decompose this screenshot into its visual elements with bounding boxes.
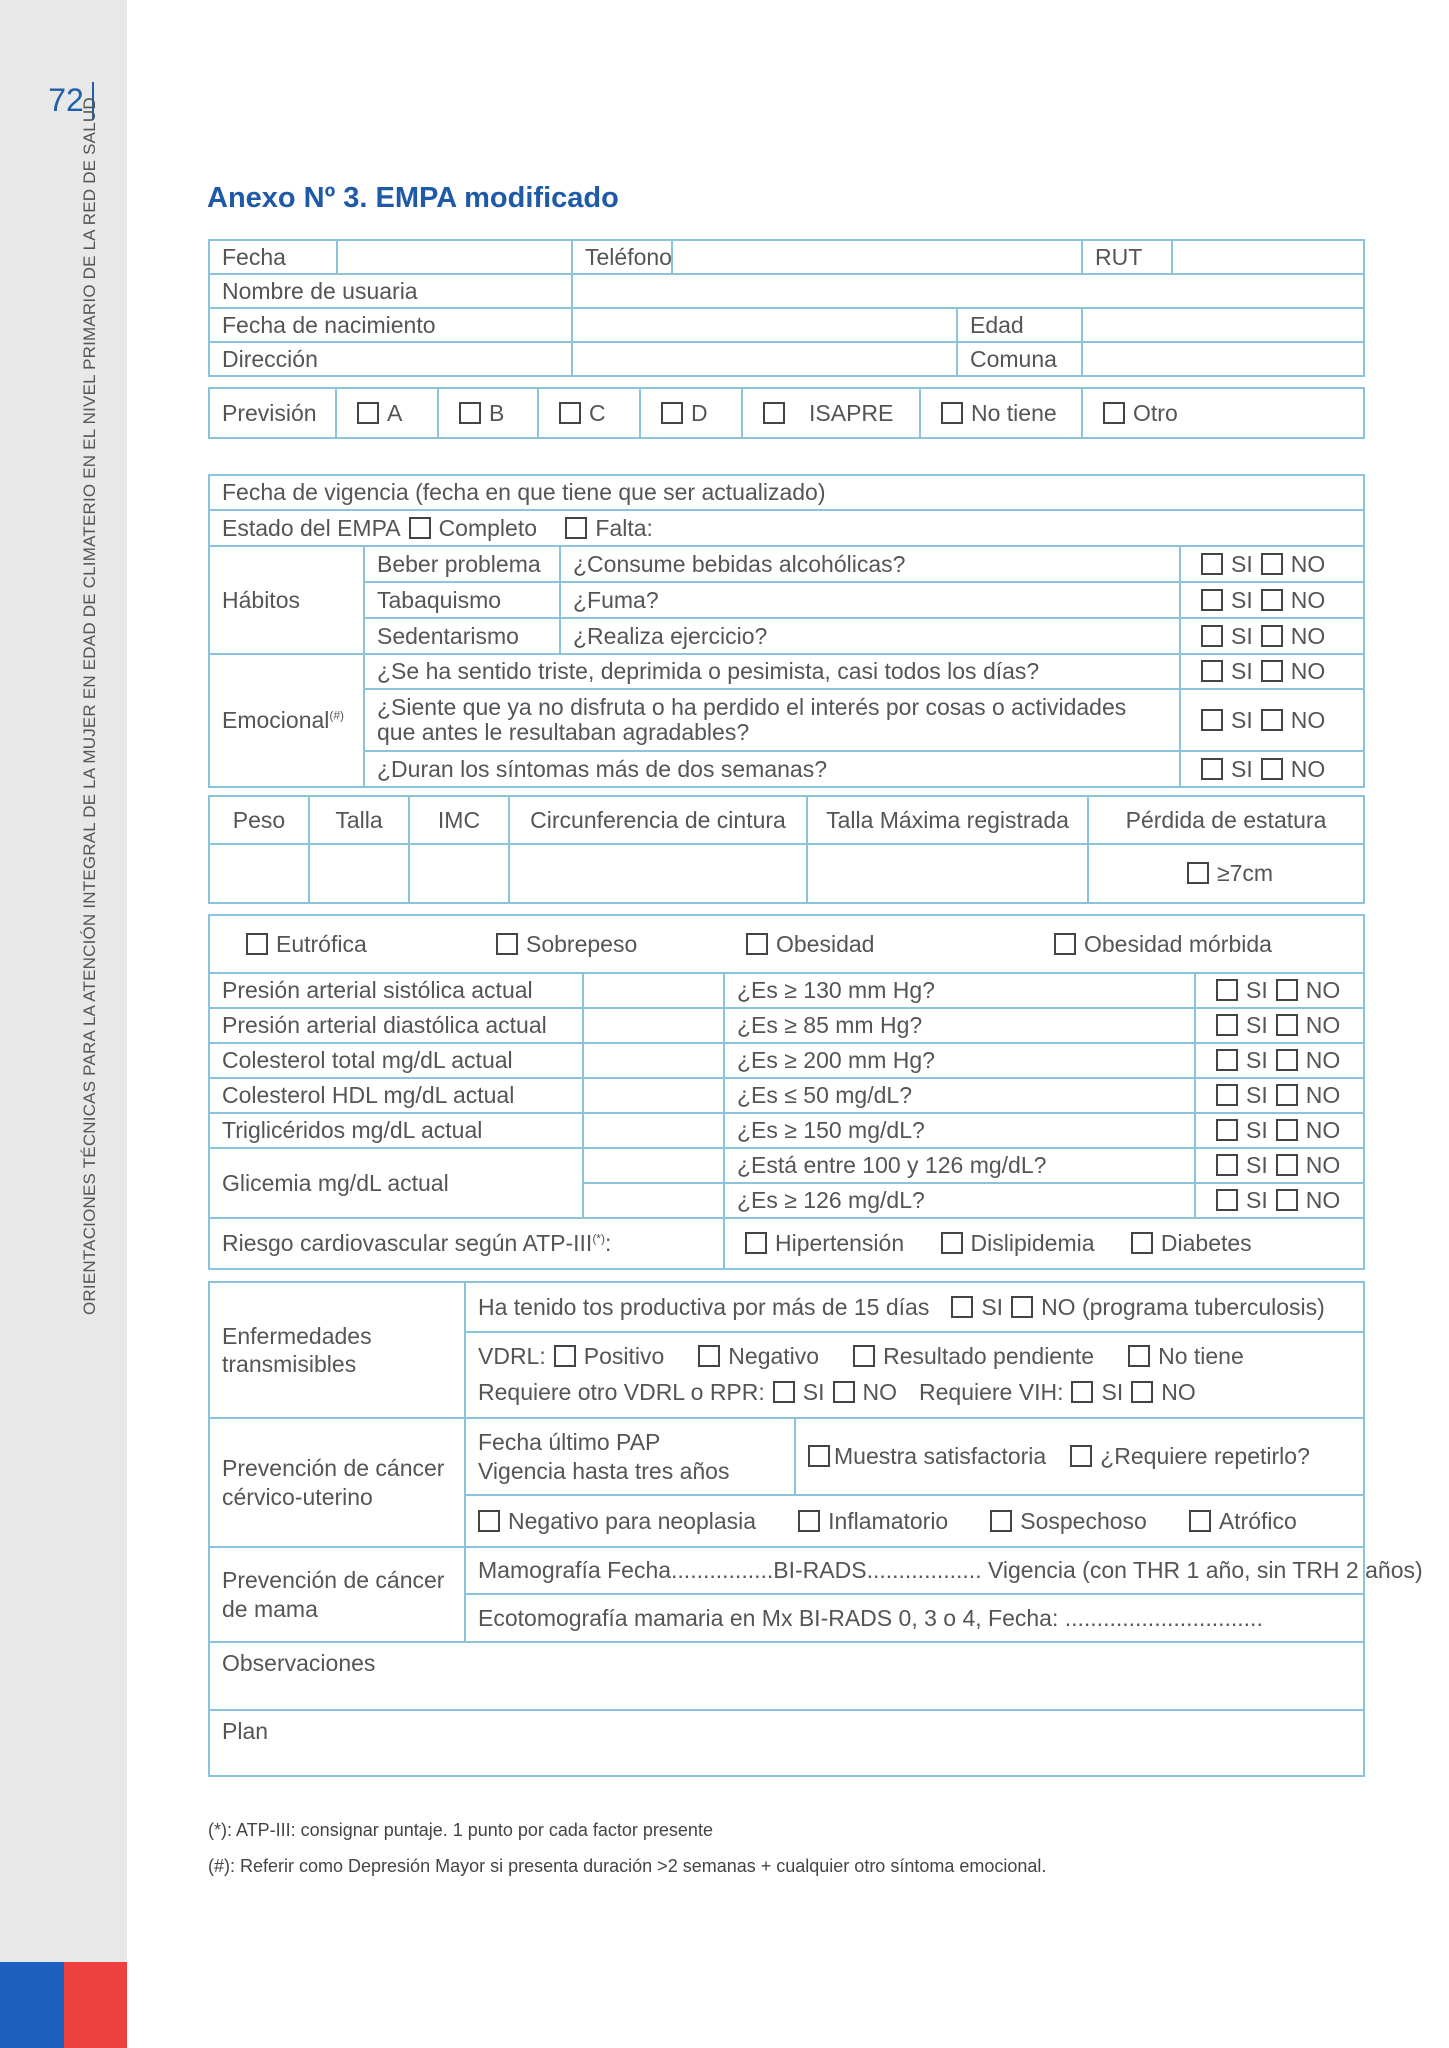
cardio-label: Colesterol total mg/dL actual: [209, 1043, 583, 1078]
si-no-choice[interactable]: SI NO: [1180, 654, 1364, 690]
habito-item: Sedentarismo: [364, 618, 560, 654]
glicemia-value[interactable]: [583, 1148, 724, 1183]
header-talla: Talla: [309, 796, 409, 844]
telefono-field[interactable]: [672, 240, 1082, 274]
habito-item: Tabaquismo: [364, 582, 560, 618]
habits-emotional-table: [208, 474, 1365, 788]
glicemia-value[interactable]: [583, 1183, 724, 1218]
si-no-choice[interactable]: SI NO: [1180, 751, 1364, 787]
plan-field[interactable]: Plan: [209, 1710, 1364, 1776]
personal-data-table: [208, 239, 1365, 377]
checkbox[interactable]: [941, 402, 963, 424]
estado-row: Estado del EMPA Completo Falta:: [209, 510, 1364, 546]
checkbox[interactable]: [459, 402, 481, 424]
prevision-option-a[interactable]: A: [336, 388, 438, 438]
checkbox-sobrepeso[interactable]: [496, 933, 518, 955]
cintura-field[interactable]: [509, 844, 807, 903]
comuna-field[interactable]: [1082, 342, 1364, 376]
glicemia-question: ¿Es ≥ 126 mg/dL?: [724, 1183, 1195, 1218]
observaciones-field[interactable]: Observaciones: [209, 1642, 1364, 1710]
checkbox-obesidad-morbida[interactable]: [1054, 933, 1076, 955]
measurements-table: [208, 795, 1365, 904]
flag-red-block: [64, 1962, 127, 2048]
si-no-choice[interactable]: SI NO: [1195, 1043, 1364, 1078]
emocional-question: ¿Siente que ya no disfruta o ha perdido el interés por cosas o actividades que antes le resultaban agradables?: [364, 689, 1180, 751]
ecotomografia-row[interactable]: Ecotomografía mamaria en Mx BI-RADS 0, 3 o 4, Fecha: ...............................: [465, 1594, 1364, 1642]
si-no-choice[interactable]: SI NO: [1180, 546, 1364, 582]
riesgo-label: Riesgo cardiovascular según ATP-III(*):: [209, 1218, 724, 1269]
emocional-question: ¿Duran los síntomas más de dos semanas?: [364, 751, 1180, 787]
checkbox-completo[interactable]: [409, 517, 431, 539]
cardio-label: Presión arterial sistólica actual: [209, 973, 583, 1008]
pap-results: Negativo para neoplasia Inflamatorio Sospechoso Atrófico: [465, 1495, 1364, 1547]
si-no-choice[interactable]: SI NO: [1195, 1113, 1364, 1148]
si-no-choice[interactable]: SI NO: [1180, 689, 1364, 751]
rut-field[interactable]: [1172, 240, 1364, 274]
habito-item: Beber problema: [364, 546, 560, 582]
footnote-atp: (*): ATP-III: consignar puntaje. 1 punto por cada factor presente: [208, 1820, 713, 1840]
checkbox-obesidad[interactable]: [746, 933, 768, 955]
nutritional-status-row: Eutrófica Sobrepeso Obesidad Obesidad mórbida: [209, 915, 1364, 973]
prevision-label: Previsión: [209, 388, 336, 438]
cardio-question: ¿Es ≥ 130 mm Hg?: [724, 973, 1195, 1008]
edad-label: Edad: [957, 308, 1082, 342]
habito-question: ¿Realiza ejercicio?: [560, 618, 1180, 654]
prevision-option-d[interactable]: D: [640, 388, 742, 438]
vigencia-label: Fecha de vigencia (fecha en que tiene que ser actualizado): [209, 475, 1364, 510]
checkbox-hipertension[interactable]: [745, 1232, 767, 1254]
header-talla-maxima: Talla Máxima registrada: [807, 796, 1088, 844]
page-number: 72: [44, 82, 94, 119]
checkbox-dislipidemia[interactable]: [941, 1232, 963, 1254]
si-no-choice[interactable]: SI NO: [1195, 1183, 1364, 1218]
mama-label: Prevención de cáncer de mama: [209, 1547, 465, 1642]
emocional-label: Emocional(#): [209, 654, 364, 787]
cardio-value[interactable]: [583, 1008, 724, 1043]
cervico-label: Prevención de cáncer cérvico-uterino: [209, 1418, 465, 1547]
prevision-table: [208, 387, 1365, 439]
direccion-field[interactable]: [572, 342, 957, 376]
prevision-option-no-tiene[interactable]: No tiene: [920, 388, 1082, 438]
habito-question: ¿Fuma?: [560, 582, 1180, 618]
checkbox[interactable]: [357, 402, 379, 424]
glicemia-label: Glicemia mg/dL actual: [209, 1148, 583, 1218]
direccion-label: Dirección: [209, 342, 572, 376]
prevision-option-isapre[interactable]: ISAPRE: [742, 388, 920, 438]
cardio-value[interactable]: [583, 973, 724, 1008]
checkbox-falta[interactable]: [565, 517, 587, 539]
header-imc: IMC: [409, 796, 509, 844]
mamografia-row[interactable]: Mamografía Fecha................BI-RADS.................. Vigencia (con THR 1 año, sin TRH 2 años): [465, 1547, 1364, 1594]
si-no-choice[interactable]: SI NO: [1180, 618, 1364, 654]
checkbox[interactable]: [1103, 402, 1125, 424]
nacimiento-label: Fecha de nacimiento: [209, 308, 572, 342]
cardio-value[interactable]: [583, 1078, 724, 1113]
si-no-choice[interactable]: SI NO: [1195, 973, 1364, 1008]
cardio-question: ¿Es ≥ 150 mg/dL?: [724, 1113, 1195, 1148]
cardio-value[interactable]: [583, 1043, 724, 1078]
header-perdida-estatura: Pérdida de estatura: [1088, 796, 1364, 844]
checkbox[interactable]: [661, 402, 683, 424]
cardio-table: [208, 914, 1365, 1270]
vdrl-row: VDRL: Positivo Negativo Resultado pendiente No tiene Requiere otro VDRL o RPR: SI NO Requiere VIH: SI NO: [465, 1332, 1364, 1418]
prevision-option-c[interactable]: C: [538, 388, 640, 438]
cardio-question: ¿Es ≤ 50 mg/dL?: [724, 1078, 1195, 1113]
nacimiento-field[interactable]: [572, 308, 957, 342]
checkbox-eutrofica[interactable]: [246, 933, 268, 955]
sidebar: [0, 0, 127, 2048]
checkbox-diabetes[interactable]: [1131, 1232, 1153, 1254]
cardio-question: ¿Es ≥ 85 mm Hg?: [724, 1008, 1195, 1043]
nombre-field[interactable]: [572, 274, 1364, 308]
si-no-choice[interactable]: SI NO: [1195, 1148, 1364, 1183]
tos-row: Ha tenido tos productiva por más de 15 días SI NO (programa tuberculosis): [465, 1282, 1364, 1332]
si-no-choice[interactable]: SI NO: [1180, 582, 1364, 618]
nombre-label: Nombre de usuaria: [209, 274, 572, 308]
checkbox[interactable]: [763, 402, 785, 424]
estatura-option[interactable]: ≥7cm: [1088, 844, 1364, 903]
comuna-label: Comuna: [957, 342, 1082, 376]
si-no-choice[interactable]: SI NO: [1195, 1008, 1364, 1043]
habitos-label: Hábitos: [209, 546, 364, 654]
glicemia-question: ¿Está entre 100 y 126 mg/dL?: [724, 1148, 1195, 1183]
screening-table: [208, 1281, 1423, 1777]
riesgo-options: Hipertensión Dislipidemia Diabetes: [724, 1218, 1364, 1269]
talla-field[interactable]: [309, 844, 409, 903]
fecha-label: Fecha: [209, 240, 337, 274]
edad-field[interactable]: [1082, 308, 1364, 342]
cardio-label: Presión arterial diastólica actual: [209, 1008, 583, 1043]
prevision-option-otro[interactable]: Otro: [1082, 388, 1364, 438]
checkbox[interactable]: [559, 402, 581, 424]
header-peso: Peso: [209, 796, 309, 844]
header-cintura: Circunferencia de cintura: [509, 796, 807, 844]
side-running-title: ORIENTACIONES TÉCNICAS PARA LA ATENCIÓN INTEGRAL DE LA MUJER EN EDAD DE CLIMATERIO EN EL NIVEL PRIMARIO DE LA RED DE SALUD: [80, 97, 99, 1315]
flag-blue-block: [0, 1962, 64, 2048]
prevision-option-b[interactable]: B: [438, 388, 538, 438]
cardio-label: Triglicéridos mg/dL actual: [209, 1113, 583, 1148]
pap-options: Muestra satisfactoria ¿Requiere repetirlo?: [795, 1418, 1364, 1495]
telefono-label: Teléfono: [572, 240, 672, 274]
si-no-choice[interactable]: SI NO: [1195, 1078, 1364, 1113]
emocional-question: ¿Se ha sentido triste, deprimida o pesimista, casi todos los días?: [364, 654, 1180, 690]
talla-maxima-field[interactable]: [807, 844, 1088, 903]
rut-label: RUT: [1082, 240, 1172, 274]
footnote-depresion: (#): Referir como Depresión Mayor si presenta duración >2 semanas + cualquier otro síntoma emocional.: [208, 1856, 1047, 1876]
transmisibles-label: Enfermedades transmisibles: [209, 1282, 465, 1418]
imc-field[interactable]: [409, 844, 509, 903]
page-title: Anexo Nº 3. EMPA modificado: [207, 182, 619, 214]
cardio-value[interactable]: [583, 1113, 724, 1148]
fecha-field[interactable]: [337, 240, 572, 274]
pap-info[interactable]: Fecha último PAP Vigencia hasta tres años: [465, 1418, 795, 1495]
peso-field[interactable]: [209, 844, 309, 903]
cardio-label: Colesterol HDL mg/dL actual: [209, 1078, 583, 1113]
habito-question: ¿Consume bebidas alcohólicas?: [560, 546, 1180, 582]
cardio-question: ¿Es ≥ 200 mm Hg?: [724, 1043, 1195, 1078]
